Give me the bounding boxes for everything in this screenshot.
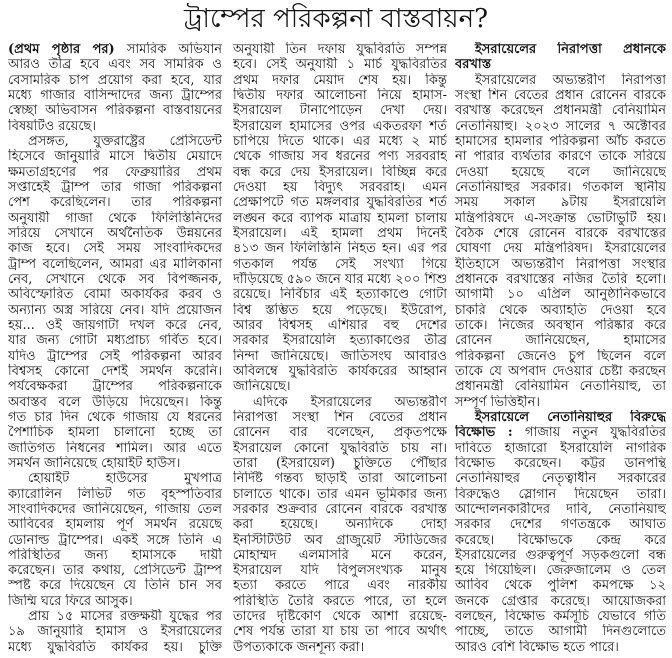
article-line: ইসরায়েলের অভ্যন্তরীণ নিরাপত্তা — [475, 72, 666, 88]
article-line: দেওয়া হয়েছে বলে জানিয়েছে — [455, 164, 666, 180]
article-line: নিন্দা জানিয়েছে। জাতিসংঘ আবারও — [233, 348, 447, 364]
article-line: পাচ্ছে, তাতে আগামী দিনগুলোতে — [455, 624, 666, 640]
article-line: নেতানিয়াহুর নেতৃত্বাধীন সরকারের — [455, 471, 666, 487]
article-line: জাতিগত নিধনের শামিল। আর এতে — [8, 440, 222, 456]
article-line: দাবিতে হাজারো ইসরায়েলি নাগরিক — [455, 440, 666, 456]
article-line: বিষয়টিও রয়েছে। — [8, 118, 97, 134]
article-line: নেব, সেখানে থেকে সব বিপজ্জনক, — [8, 271, 222, 287]
article-line: আরব বিশ্বসহ এশিয়ার বহু দেশের — [233, 317, 447, 333]
article-line: হিসেবে জানুয়ারি মাসে দ্বিতীয় মেয়াদে — [8, 149, 222, 165]
headline: ট্রাম্পের পরিকল্পনা বাস্তবায়ন? — [183, 4, 489, 34]
article-line: বিশ্ব স্তম্ভিত হয়ে পড়েছে। ইউরোপ, — [233, 302, 447, 318]
article-line: ক্যারোলিন লিভিট গত বৃহস্পতিবার — [8, 486, 222, 502]
article-line: ৪১৩ জন ফিলিস্তিনি নিহত হন। এর পর — [233, 241, 447, 257]
article-line: পৈশাচিক হামলা চালানো হচ্ছে তা — [8, 425, 222, 441]
article-line: হয়... ওই জায়গাটা দখল করে নেব, — [8, 317, 222, 333]
article-line: হবে। সেই অনুযায়ী ১ মার্চ যুদ্ধবিরতির — [233, 57, 447, 73]
article-line: অবিস্ফোরিত বোমা অকার্যকর করব ও — [8, 287, 222, 303]
article-line: বিরুদ্ধেও স্লোগান দিয়েছেন তারা। — [455, 486, 666, 502]
article-line: করেছেন। তার কথায়, প্রেসিডেন্ট ট্রাম্প — [8, 563, 222, 579]
article-line — [8, 42, 222, 57]
article-line: সম্পূর্ণ ভিত্তিহীন। — [455, 394, 541, 410]
article-line: মোহাম্মদ এলমাসরি মনে করেন, — [233, 547, 447, 563]
article-line: থেকে গাজায় সব ধরনের পণ্য সরবরাহ — [233, 149, 447, 165]
article-line: রয়েছে। নির্বিচার এই হত্যাকাণ্ডে গোটা — [233, 287, 447, 303]
article-line: ইনস্টিটিউট অব গ্রাজুয়েট স্টাডিজের — [233, 532, 447, 548]
article-line: ইসরায়েল কোনো যুদ্ধবিরতি চায় না। — [233, 440, 447, 456]
article-line: গতকাল পর্যন্ত সেই সংখ্যা গিয়ে — [233, 256, 447, 272]
article-line: তাকে। নিজের অবস্থান পরিষ্কার করে — [455, 317, 666, 333]
article-line: সরকার ইসরায়েলি হত্যাকাণ্ডের তীব্র — [233, 333, 447, 349]
article-line: বিক্ষোভ করেছেন। কট্টর ডানপন্থি — [455, 455, 666, 471]
article-line: দ্বিতীয় দফার আলোচনা নিয়ে হামাস- — [233, 87, 447, 103]
article-line: সমর্থন জানিয়েছে হোয়াইট হাউস। — [8, 455, 181, 471]
article-line: আন্দোলনকারীদের দাবি, নেতানিয়াহু — [455, 501, 666, 517]
article-line: সময় সকাল ৯টায় ইসরায়েলি — [455, 195, 666, 211]
article-line: যদিও ট্রাম্পের সেই পরিকল্পনা আরব — [8, 348, 222, 364]
article-line: ১৯ জানুয়ারি হামাস ও ইসরায়েলের — [8, 624, 222, 640]
article-line: সপ্তাহেই ট্রাম্প তার গাজা পরিকল্পনা — [8, 179, 222, 195]
section-heading: ইসরায়েলে নেতানিয়াহুর বিরুদ্ধে — [475, 409, 666, 425]
line-text: গাজায় নতুন যুদ্ধবিরতির — [524, 425, 666, 441]
article-line: ডোনাল্ড ট্রাম্পের। একই সঙ্গে তিনি এ — [8, 532, 222, 548]
article-line: সাংবাদিকদের জানিয়েছেন, গাজায় তেল — [8, 501, 222, 517]
article-line: আবিব থেকে পুলিশ কমপক্ষে ১২ — [455, 578, 666, 594]
article-line: গত চার দিন থেকে গাজায় যে ধরনের — [8, 409, 222, 425]
article-line: পরিস্থিতির জন্য হামাসকে দায়ী — [8, 547, 222, 563]
article-line: দেওয়া হয় বিদ্যুৎ সরবরাহ। এমন — [233, 179, 447, 195]
article-line: কাজ হবে। সেই সময় সাংবাদিকদের — [8, 241, 222, 257]
article-line: রোনেন জানিয়েছেন, হামাসের — [455, 333, 666, 349]
article-line: করেছে। বিক্ষোভকে কেন্দ্র করে — [455, 532, 666, 548]
article-line: দাঁড়িয়েছে ৫৯০ জনে যার মধ্যে ২০০ শিশু — [233, 271, 447, 287]
article-line: মধ্যে যুদ্ধবিরতি কার্যকর হয়। চুক্তি — [8, 639, 222, 655]
article-line: সরিয়ে সেখানে অর্থনৈতিক উন্নয়নের — [8, 225, 222, 241]
article-line: তারা (ইসরায়েল) চুক্তিতে পৌঁছার — [233, 455, 447, 471]
article-line: বরখাস্ত করেছেন প্রধানমন্ত্রী বেনিয়ামিন — [455, 103, 666, 119]
article-line: আরও বেশি বিক্ষোভ হতে পারে। — [455, 639, 619, 655]
article-line: প্রথম দফার মেয়াদ শেষ হয়। কিন্তু — [233, 72, 447, 88]
article-line: পরিকল্পনা জেনেও চুপ ছিলেন বলে — [455, 348, 666, 364]
article-line: আবিবের হামলায় পূর্ণ সমর্থন রয়েছে — [8, 517, 222, 533]
article-line: প্রেক্ষাপটে গত মঙ্গলবার যুদ্ধবিরতির শর্ত — [233, 195, 447, 211]
article-line: সরকার শুক্রবার রোনেন বারকে বরখাস্ত — [233, 501, 447, 517]
article-line: চাকরি থেকে অব্যাহতি দেওয়া হবে — [455, 302, 666, 318]
article-line: রোনেন বার বলেছেন, প্রকৃতপক্ষে — [233, 425, 447, 441]
article-line: জনকে গ্রেপ্তার করেছে। আয়োজকরা — [455, 593, 666, 609]
article-line: ঘোষণা দেয় মন্ত্রিপরিষদ। ইসরায়েলের — [455, 241, 666, 257]
article-line — [455, 425, 666, 440]
article-line: ক্ষমতাগ্রহণের পর ফেব্রুয়ারির প্রথম — [8, 164, 222, 180]
article-line: করা হয়েছে। অন্যদিকে দোহা — [233, 517, 447, 533]
article-line: বৈঠক শেষে রোনেন বারকে বরখাস্তের — [455, 225, 666, 241]
article-line: চালাতে থাকে। তার এমন ভূমিকার জন্য — [233, 486, 447, 502]
article-line: জানিয়েছে। — [233, 379, 291, 395]
column-3 — [455, 42, 666, 656]
article-line: বেসামরিক চাপ প্রয়োগ করা হবে, যার — [8, 72, 222, 88]
article-line: নেতানিয়াহুর সরকার। গতকাল স্থানীয় — [455, 179, 666, 195]
article-line: উপত্যকাকে জনশূন্য করা। — [233, 639, 365, 655]
line-text: সামরিক অভিযান — [126, 42, 222, 57]
article-line: লঙ্ঘন করে ব্যাপক মাত্রায় হামলা চালায় — [233, 210, 447, 226]
article-line: হোয়াইট হাউসের মুখপাত্র — [28, 471, 222, 487]
article-line: অন্যান্য অস্ত্র সরিয়ে নেব। যদি প্রয়োজন — [8, 302, 222, 318]
article-line: প্রসঙ্গত, যুক্তরাষ্ট্রের প্রেসিডেন্ট — [28, 133, 222, 149]
article-line: অনুযায়ী তিন দফায় যুদ্ধবিরতি সম্পন্ন — [233, 42, 447, 57]
article-line: আরও তীব্র হবে এবং সব সামরিক ও — [8, 57, 222, 73]
article-line: বলছেন, বিক্ষোভ কর্মসূচি যেভাবে গতি — [455, 609, 666, 625]
article-line: নির্দিষ্ট গন্তব্য ছাড়াই তারা আলোচনা — [233, 471, 447, 487]
article-line: স্পষ্ট করে দিয়েছেন যে তিনি চান সব — [8, 578, 222, 594]
article-line: তাদের দৃষ্টিকোণ থেকে আশা রয়েছে- — [233, 609, 447, 625]
article-line: শেষ পর্যন্ত তারা যা চায় তা পাবে অর্থাৎ — [233, 624, 447, 640]
article-line: মন্ত্রিপরিষদে এ-সংক্রান্ত ভোটাভুটি হয়। — [455, 210, 666, 226]
article-line: জিম্মি ঘরে ফিরে আসুক। — [8, 593, 133, 609]
article-line: এদিকে ইসরায়েলের অভ্যন্তরীণ — [253, 394, 447, 410]
lead-in: বিক্ষোভ : — [455, 425, 513, 441]
article-line: আগামী ১০ এপ্রিল আনুষ্ঠানিকভাবে — [455, 287, 666, 303]
article-line: ইসরায়েল টানাপোড়েন দেখা দেয়। — [233, 103, 447, 119]
article-line: হামাসের হামলার পরিকল্পনা আঁচ করতে — [455, 133, 666, 149]
article-line: বিশ্বসহ কোনো দেশই সমর্থন করেনি। — [8, 363, 222, 379]
article-line: ইসরায়েল। এই হামলা প্রথম দিনেই — [233, 225, 447, 241]
article-line: অনুযায়ী গাজা থেকে ফিলিস্তিনিদের — [8, 210, 222, 226]
article-line: ইসরায়েল হামাসের ওপর একতরফা শর্ত — [233, 118, 447, 134]
article-line: তাকে যে অপবাদ দেওয়ার চেষ্টা করছেন — [455, 363, 666, 379]
column-1 — [8, 42, 222, 656]
article-line: পর্যবেক্ষকরা ট্রাম্পের পরিকল্পনাকে — [8, 379, 222, 395]
article-line: পরিস্থিতি তৈরি করতে পারে, তা হলে — [233, 593, 447, 609]
article-line: ট্রাম্প বলেছিলেন, আমরা এর মালিকানা — [8, 256, 222, 272]
article-line: বন্ধ করে দেয় ইসরায়েল। বিচ্ছিন্ন করে — [233, 164, 447, 180]
article-line: হত্যা করতে পারে এবং নারকীয় — [233, 578, 447, 594]
article-line: যার জন্য গোটা মধ্যপ্রাচ্য গর্বিত হবে। — [8, 333, 222, 349]
article-line: ইসরায়েল যদি বিপুলসংখ্যক মানুষ — [233, 563, 447, 579]
article-line: অবাস্তব বলে উড়িয়ে দিয়েছেন। কিন্তু — [8, 394, 222, 410]
article-line: সরকার দেশের গণতন্ত্রকে আঘাত — [455, 517, 666, 533]
article-line: প্রধানকে বরখাস্তের নজির তৈরি হলো। — [455, 271, 666, 287]
article-line: সংস্থা শিন বেতের প্রধান রোনেন বারকে — [455, 87, 666, 103]
article-line: স্বেচ্ছা অভিবাসন পরিকল্পনা বাস্তবায়নের — [8, 103, 222, 119]
article-line: পেশ করেছিলেন। তার পরিকল্পনা — [8, 195, 222, 211]
article-line: প্রায় ১৫ মাসের রক্তক্ষয়ী যুদ্ধের পর — [28, 609, 222, 625]
article-line: চাপিয়ে দিতে থাকে। এর মধ্যে ২ মার্চ — [233, 133, 447, 149]
column-2 — [233, 42, 447, 656]
section-heading: ইসরায়েলের নিরাপত্তা প্রধানকে — [475, 42, 666, 57]
lead-in: (প্রথম পৃষ্ঠার পর) — [8, 42, 115, 57]
article-line: নেতানিয়াহু। ২০২৩ সালের ৭ অক্টোবর — [455, 118, 666, 134]
article-line: প্রধানমন্ত্রী বেনিয়ামিন নেতানিয়াহু, তা — [455, 379, 666, 395]
article-line: নিরাপত্তা সংস্থা শিন বেতের প্রধান — [233, 409, 447, 425]
article-line: হয়ে গিয়েছিল। জেরুজালেম ও তেল — [455, 563, 666, 579]
article-line: না পারার ব্যর্থতার কারণে তাকে সরিয়ে — [455, 149, 666, 165]
article-line: অবিলম্বে যুদ্ধবিরতি কার্যকরের আহ্বান — [233, 363, 447, 379]
article-line: ইসরায়েলের গুরুত্বপূর্ণ সড়কগুলো বন্ধ — [455, 547, 666, 563]
article-line: মধ্যে গাজার বাসিন্দাদের জন্য ট্রাম্পের — [8, 87, 222, 103]
article-line: ইতিহাসে অভ্যন্তরীণ নিরাপত্তা সংস্থার — [455, 256, 666, 272]
section-heading: বরখাস্ত — [455, 57, 492, 73]
